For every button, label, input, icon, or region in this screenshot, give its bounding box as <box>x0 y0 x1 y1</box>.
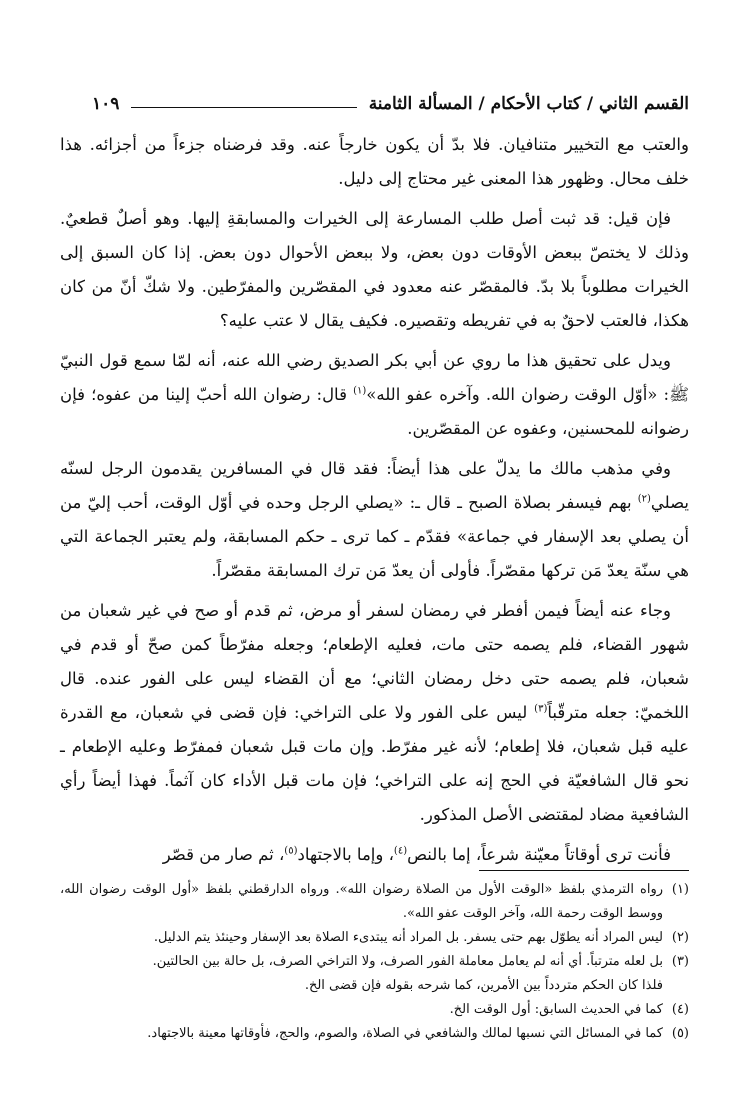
paragraph-6-text-c: ، ثم صار من قصّر <box>162 845 285 864</box>
paragraph-5-text-a: وجاء عنه أيضاً فيمن أفطر في رمضان لسفر أو مرض، ثم قدم أو صح في غير شعبان من شهور القضاء، فلم يصمه حتى مات، فعليه الإطعام؛ وجعله مفرّطاً كمن صحّ أو قدم في شعبان، فلم يصمه حتى دخل رمضان الثاني؛ مع أن القضاء ليس على الفور عنده. قال اللخميّ: جعله مترقّباً <box>60 601 689 722</box>
header-rule <box>131 107 356 108</box>
footnote-3 <box>60 950 689 974</box>
paragraph-4 <box>60 452 689 588</box>
footnote-separator <box>479 870 689 871</box>
paragraph-3-text-b: قال: رضوان الله أحبّ إلينا من عفوه؛ فإن رضوانه للمحسنين، وعفوه عن المقصّرين. <box>60 385 689 438</box>
paragraph-6-text-b: ، وإما بالاجتهاد <box>297 845 394 864</box>
page-header <box>92 88 689 114</box>
footnote-5 <box>60 1022 689 1046</box>
footnote-ref-5: (٥) <box>284 845 298 857</box>
footnote-number: (٤) <box>671 1002 689 1017</box>
footnote-text: ليس المراد أنه يطوّل بهم حتى يسفر. بل المراد أنه يبتدىء الصلاة بعد الإسفار وحينئذ يتم الدليل. <box>153 930 663 945</box>
footnote-text: رواه الترمذي بلفظ «الوقت الأول من الصلاة رضوان الله». ورواه الدارقطني بلفظ «أول الوقت رضوان الله، ووسط الوقت رحمة الله، وآخر الوقت عفو الله». <box>60 882 663 921</box>
page-number: ١٠٩ <box>92 94 120 114</box>
paragraph-4-text-b: بهم فيسفر بصلاة الصبح ـ قال ـ: «يصلي الرجل وحده في أوّل الوقت، أحب إليّ من أن يصلي بعد الإسفار في جماعة» فقدّم ـ كما ترى ـ حكم المسابقة، ولم يعتبر الجماعة التي هي سنّة يعدّ مَن تركها مقصّراً. فأولى أن يعدّ مَن ترك المسابقة مقصّراً. <box>60 493 689 580</box>
footnote-ref-2: (٢) <box>637 493 651 505</box>
running-title: القسم الثاني / كتاب الأحكام / المسألة الثامنة <box>368 94 689 114</box>
footnote-text: بل لعله مترتباً. أي أنه لم يعامل معاملة الفور الصرف، ولا التراخي الصرف، بل حالة بين الحالتين. <box>152 954 663 969</box>
paragraph-3-text-a: ويدل على تحقيق هذا ما روي عن أبي بكر الصديق رضي الله عنه، أنه لمّا سمع قول النبيّ ﷺ: «أوّل الوقت رضوان الله. وآخره عفو الله» <box>60 351 689 404</box>
footnote-text: كما في الحديث السابق: أول الوقت الخ. <box>449 1002 663 1017</box>
footnote-number: (٢) <box>671 930 689 945</box>
footnote-text: كما في المسائل التي نسبها لمالك والشافعي في الصلاة، والصوم، والحج، فأوقاتها معينة بالاجتهاد. <box>147 1026 663 1041</box>
footnote-number: (٥) <box>671 1026 689 1041</box>
footnote-2 <box>60 926 689 950</box>
footnote-3-continuation: فلذا كان الحكم متردداً بين الأمرين، كما شرحه بقوله فإن قضى الخ. <box>304 978 663 993</box>
footnote-ref-1: (١) <box>353 385 367 397</box>
paragraph-2: فإن قيل: قد ثبت أصل طلب المسارعة إلى الخيرات والمسابقةِ إليها. وهو أصلٌ قطعيٌ. وذلك لا يختصّ ببعض الأوقات دون بعض، ولا ببعض الأحوال دون بعض. إذا كان السبق إلى الخيرات مطلوباً بلا بدّ. فالمقصّر عنه معدود في المقصّرين والمفرّطين. ولا شكّ أنّ من كان هكذا، فالعتب لاحقٌ به في تفريطه وتقصيره. فكيف يقال لا عتب عليه؟ <box>60 209 689 330</box>
paragraph-5-text-b: ليس على الفور ولا على التراخي: فإن قضى في شعبان، مع القدرة عليه قبل شعبان، فلا إطعام؛ لأنه غير مفرّط. وإن مات قبل شعبان فمفرّط وعليه الإطعام ـ نحو قال الشافعيّة في الحج إنه على التراخي؛ فإن مات قبل الأداء كان آثماً. فهذا أيضاً رأي الشافعية مضاد لمقتضى الأصل المذكور. <box>60 703 689 824</box>
footnote-number: (١) <box>671 882 689 897</box>
paragraph-6-text-a: فأنت ترى أوقاتاً معيّنة شرعاً، إما بالنص <box>407 845 671 864</box>
footnote-ref-3: (٣) <box>534 703 548 715</box>
main-text <box>60 128 689 878</box>
paragraph-4-text-a: وفي مذهب مالك ما يدلّ على هذا أيضاً: فقد قال في المسافرين يقدمون الرجل لسنّه يصلي <box>60 459 689 512</box>
paragraph-5 <box>60 594 689 832</box>
footnote-1 <box>60 878 689 926</box>
footnotes <box>60 878 689 1046</box>
paragraph-1: والعتب مع التخيير متنافيان. فلا بدّ أن يكون خارجاً عنه. وقد فرضناه جزءاً من أجزائه. هذا خلف محال. وظهور هذا المعنى غير محتاج إلى دليل. <box>60 135 689 188</box>
paragraph-6 <box>60 838 689 872</box>
footnote-ref-4: (٤) <box>393 845 408 857</box>
footnote-number: (٣) <box>671 954 689 969</box>
paragraph-3 <box>60 344 689 446</box>
footnote-4 <box>60 998 689 1022</box>
